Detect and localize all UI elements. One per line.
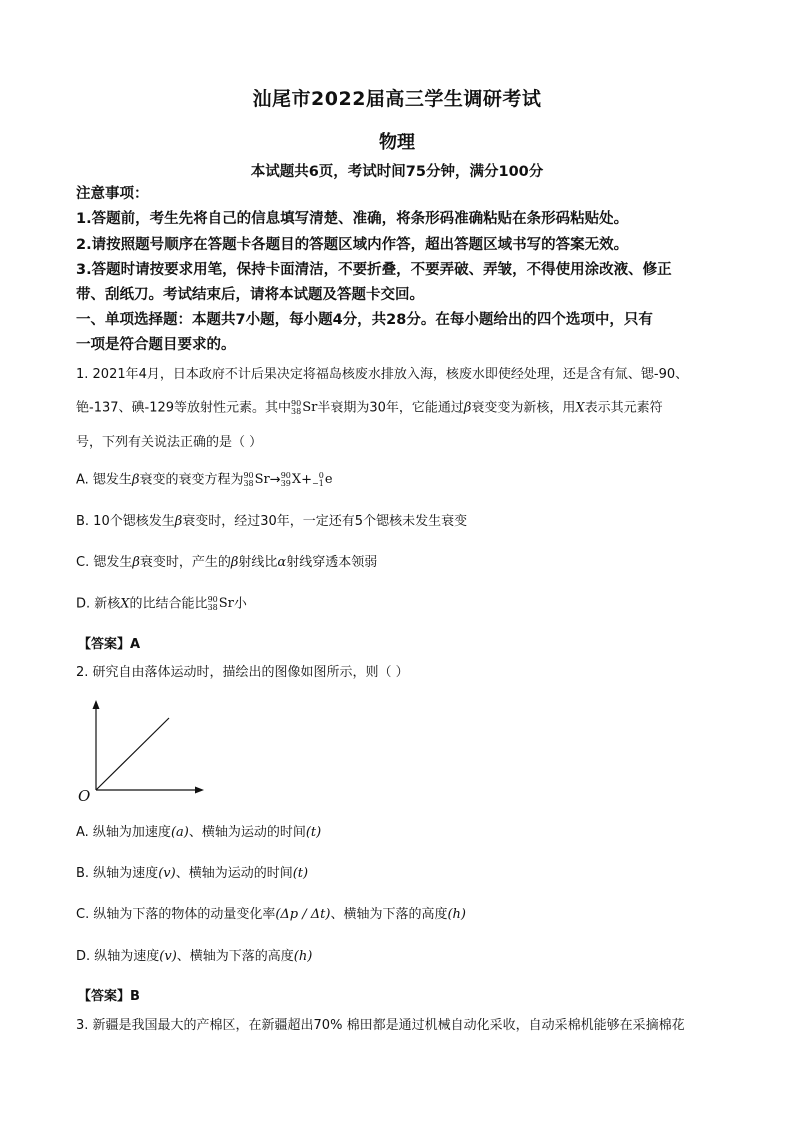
q1-line3: 号，下列有关说法正确的是（ ） <box>76 435 263 450</box>
x-axis-arrow <box>195 787 204 794</box>
sr-nuclide: 90 38 Sr <box>291 399 318 416</box>
notice-item-2: 2.请按照题号顺序在答题卡各题目的答题区域内作答，超出答题区域书写的答案无效。 <box>76 237 629 253</box>
q2-option-a: A. 纵轴为加速度(a)、横轴为运动的时间(t) <box>76 825 322 840</box>
exam-meta: 本试题共6页，考试时间75分钟，满分100分 <box>250 164 544 180</box>
notice-item-1: 1.答题前，考生先将自己的信息填写清楚、准确，将条形码准确粘贴在条形码粘贴处。 <box>76 211 629 227</box>
subject-title: 物理 <box>379 132 415 153</box>
q1-option-c: C. 锶发生β衰变时，产生的β射线比α射线穿透本领弱 <box>76 555 378 570</box>
section-heading-cont: 一项是符合题目要求的。 <box>76 337 236 353</box>
exam-title: 汕尾市2022届高三学生调研考试 <box>252 88 542 110</box>
q1-option-b: B. 10个锶核发生β衰变时，经过30年，一定还有5个锶核未发生衰变 <box>76 514 468 529</box>
origin-label: O <box>78 787 91 805</box>
q2-option-b: B. 纵轴为速度(v)、横轴为运动的时间(t) <box>76 866 309 881</box>
q1-option-d: D. 新核X的比结合能比 90 38 Sr 小 <box>76 595 247 612</box>
q1-option-a: A. 锶发生β衰变的衰变方程为 90 38 Sr → 90 39 X + 0 −1 e <box>76 471 333 488</box>
q1-line1: 1. 2021年4月，日本政府不计后果决定将福岛核废水排放入海，核废水即使经处理，还是含有氚、锶-90、 <box>76 367 689 382</box>
q2-stem: 2. 研究自由落体运动时，描绘出的图像如图所示，则（ ） <box>76 665 409 680</box>
q2-graph <box>74 700 204 805</box>
graph-line <box>96 718 169 790</box>
y-axis-arrow <box>93 700 100 709</box>
notice-item-3-cont: 带、刮纸刀。考试结束后，请将本试题及答题卡交回。 <box>76 287 424 303</box>
q2-answer: 【答案】B <box>78 989 140 1004</box>
section-heading: 一、单项选择题：本题共7小题，每小题4分，共28分。在每小题给出的四个选项中，只有 <box>76 312 653 328</box>
q1-answer: 【答案】A <box>78 637 141 652</box>
notice-heading: 注意事项： <box>76 186 149 202</box>
q1-line2: 铯-137、碘-129等放射性元素。其中 90 38 Sr 半衰期为30年，它能通过β衰变变为新核，用X表示其元素符 <box>76 399 663 416</box>
q2-option-c: C. 纵轴为下落的物体的动量变化率(Δp / Δt)、横轴为下落的高度(h) <box>76 907 467 922</box>
q3-line1: 3. 新疆是我国最大的产棉区，在新疆超出70% 棉田都是通过机械自动化采收，自动采棉机能够在采摘棉花 <box>76 1018 685 1033</box>
notice-item-3: 3.答题时请按要求用笔，保持卡面清洁，不要折叠，不要弄破、弄皱，不得使用涂改液、修正 <box>76 262 672 278</box>
q2-option-d: D. 纵轴为速度(v)、横轴为下落的高度(h) <box>76 949 313 964</box>
